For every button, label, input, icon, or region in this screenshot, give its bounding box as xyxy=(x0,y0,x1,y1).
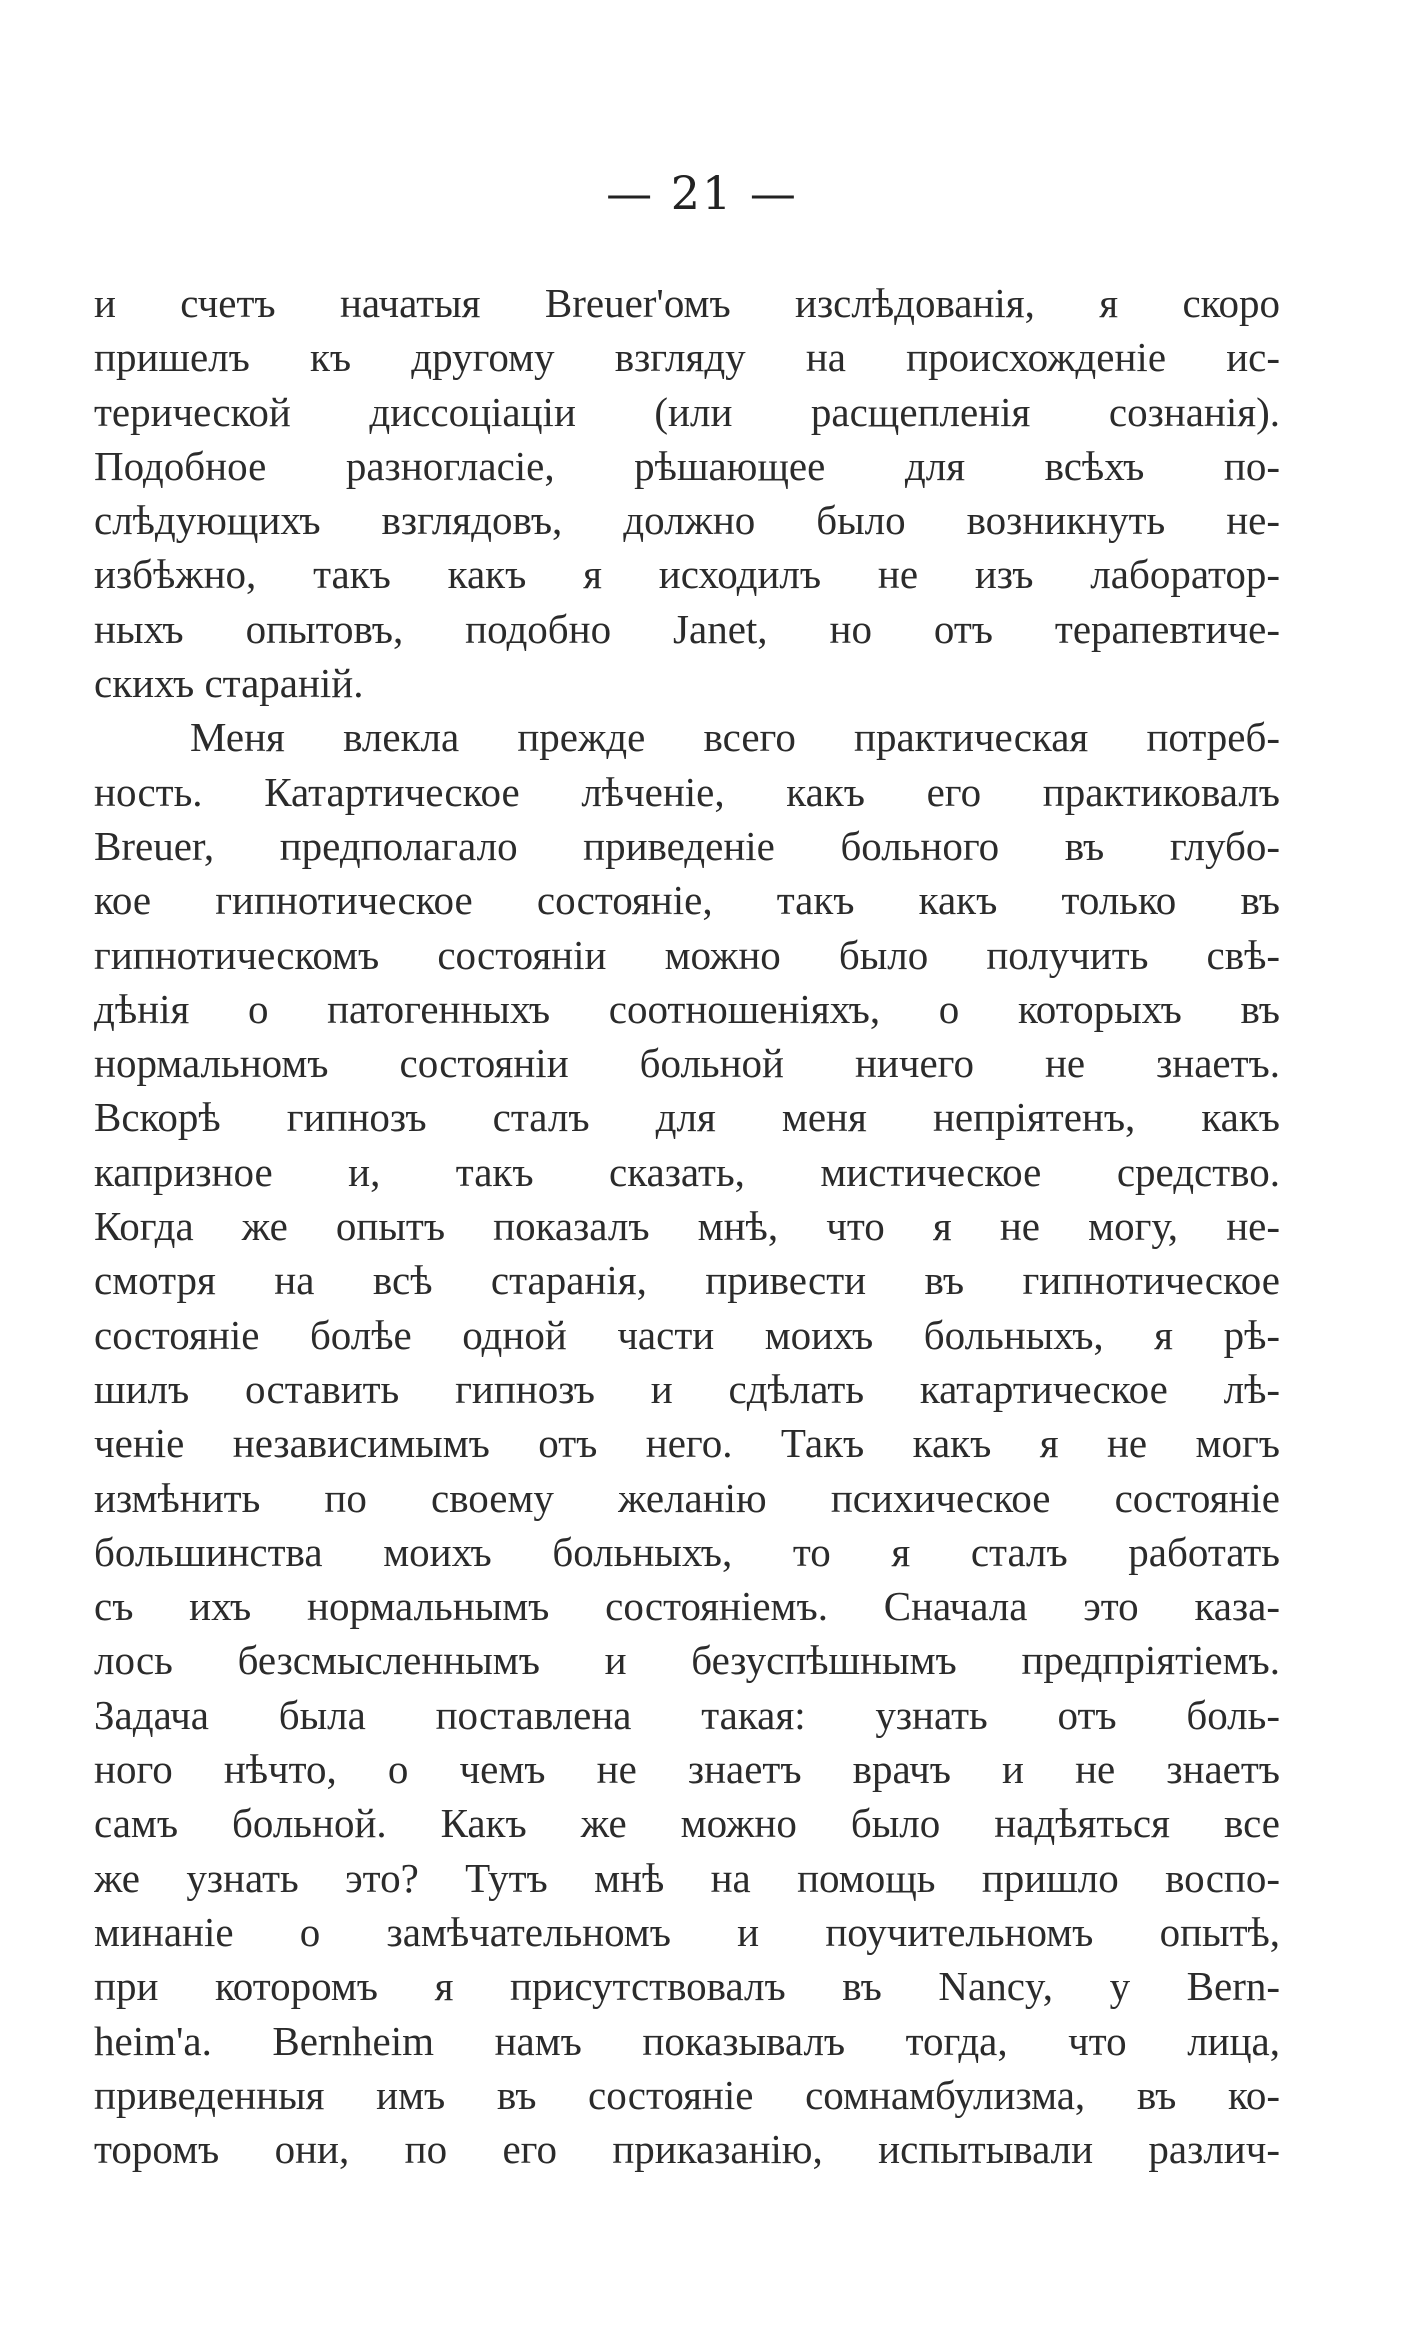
text-line: гипнотическомъ состояніи можно было получить свѣ- xyxy=(94,931,1280,978)
text-line: шилъ оставить гипнозъ и сдѣлать катартическое лѣ- xyxy=(94,1365,1280,1412)
page-number: — 21 — xyxy=(606,166,798,220)
paragraph-2 xyxy=(94,710,1280,2176)
text-line: лось безсмысленнымъ и безуспѣшнымъ предпріятіемъ. xyxy=(94,1637,1280,1684)
text-line: съ ихъ нормальнымъ состояніемъ. Сначала это каза- xyxy=(94,1583,1280,1630)
text-line: Breuer, предполагало приведеніе больного въ глубо- xyxy=(94,822,1280,869)
text-line: Подобное разногласіе, рѣшающее для всѣхъ по- xyxy=(94,442,1280,489)
text-line: смотря на всѣ старанія, привести въ гипнотическое xyxy=(94,1257,1280,1304)
paragraph-1 xyxy=(94,276,1280,710)
text-line: Задача была поставлена такая: узнать отъ боль- xyxy=(94,1691,1280,1738)
text-line: слѣдующихъ взглядовъ, должно было возникнуть не- xyxy=(94,497,1280,544)
text-line: торомъ они, по его приказанію, испытывали различ- xyxy=(94,2126,1280,2173)
text-line: самъ больной. Какъ же можно было надѣяться все xyxy=(94,1800,1280,1847)
text-line: пришелъ къ другому взгляду на происхожденіе ис- xyxy=(94,334,1280,381)
text-line: Меня влекла прежде всего практическая потреб- xyxy=(190,714,1280,761)
text-line: heim'a. Bernheim намъ показывалъ тогда, что лица, xyxy=(94,2017,1280,2064)
text-line: при которомъ я присутствовалъ въ Nancy, у Bern- xyxy=(94,1963,1280,2010)
text-line: Вскорѣ гипнозъ сталъ для меня непріятенъ, какъ xyxy=(94,1094,1280,1141)
text-line: приведенныя имъ въ состояніе сомнамбулизма, въ ко- xyxy=(94,2071,1280,2118)
text-line: и счетъ начатыя Breuer'омъ изслѣдованія, я скоро xyxy=(94,280,1280,326)
body-text xyxy=(94,276,1280,2176)
text-line: нормальномъ состояніи больной ничего не знаетъ. xyxy=(94,1040,1280,1087)
text-line: терической диссоціаціи (или расщепленія сознанія). xyxy=(94,388,1280,435)
text-line: состояніе болѣе одной части моихъ больныхъ, я рѣ- xyxy=(94,1311,1280,1358)
text-line: большинства моихъ больныхъ, то я сталъ работать xyxy=(94,1528,1280,1575)
text-line: капризное и, такъ сказать, мистическое средство. xyxy=(94,1148,1280,1195)
text-line: избѣжно, такъ какъ я исходилъ не изъ лаборатор- xyxy=(94,551,1280,598)
text-line: дѣнія о патогенныхъ соотношеніяхъ, о которыхъ въ xyxy=(94,985,1280,1032)
text-line: Когда же опытъ показалъ мнѣ, что я не могу, не- xyxy=(94,1203,1280,1250)
text-line: скихъ стараній. xyxy=(94,660,364,707)
text-line: кое гипнотическое состояніе, такъ какъ только въ xyxy=(94,877,1280,924)
text-line: минаніе о замѣчательномъ и поучительномъ опытѣ, xyxy=(94,1908,1280,1955)
text-line: измѣнить по своему желанію психическое состояніе xyxy=(94,1474,1280,1521)
text-line: ныхъ опытовъ, подобно Janet, но отъ терапевтиче- xyxy=(94,605,1280,652)
text-line: ченіе независимымъ отъ него. Такъ какъ я не могъ xyxy=(94,1420,1280,1467)
text-line: же узнать это? Тутъ мнѣ на помощь пришло воспо- xyxy=(94,1854,1280,1901)
text-line: ного нѣчто, о чемъ не знаетъ врачъ и не знаетъ xyxy=(94,1746,1280,1793)
text-line: ность. Катартическое лѣченіе, какъ его практиковалъ xyxy=(94,768,1280,815)
